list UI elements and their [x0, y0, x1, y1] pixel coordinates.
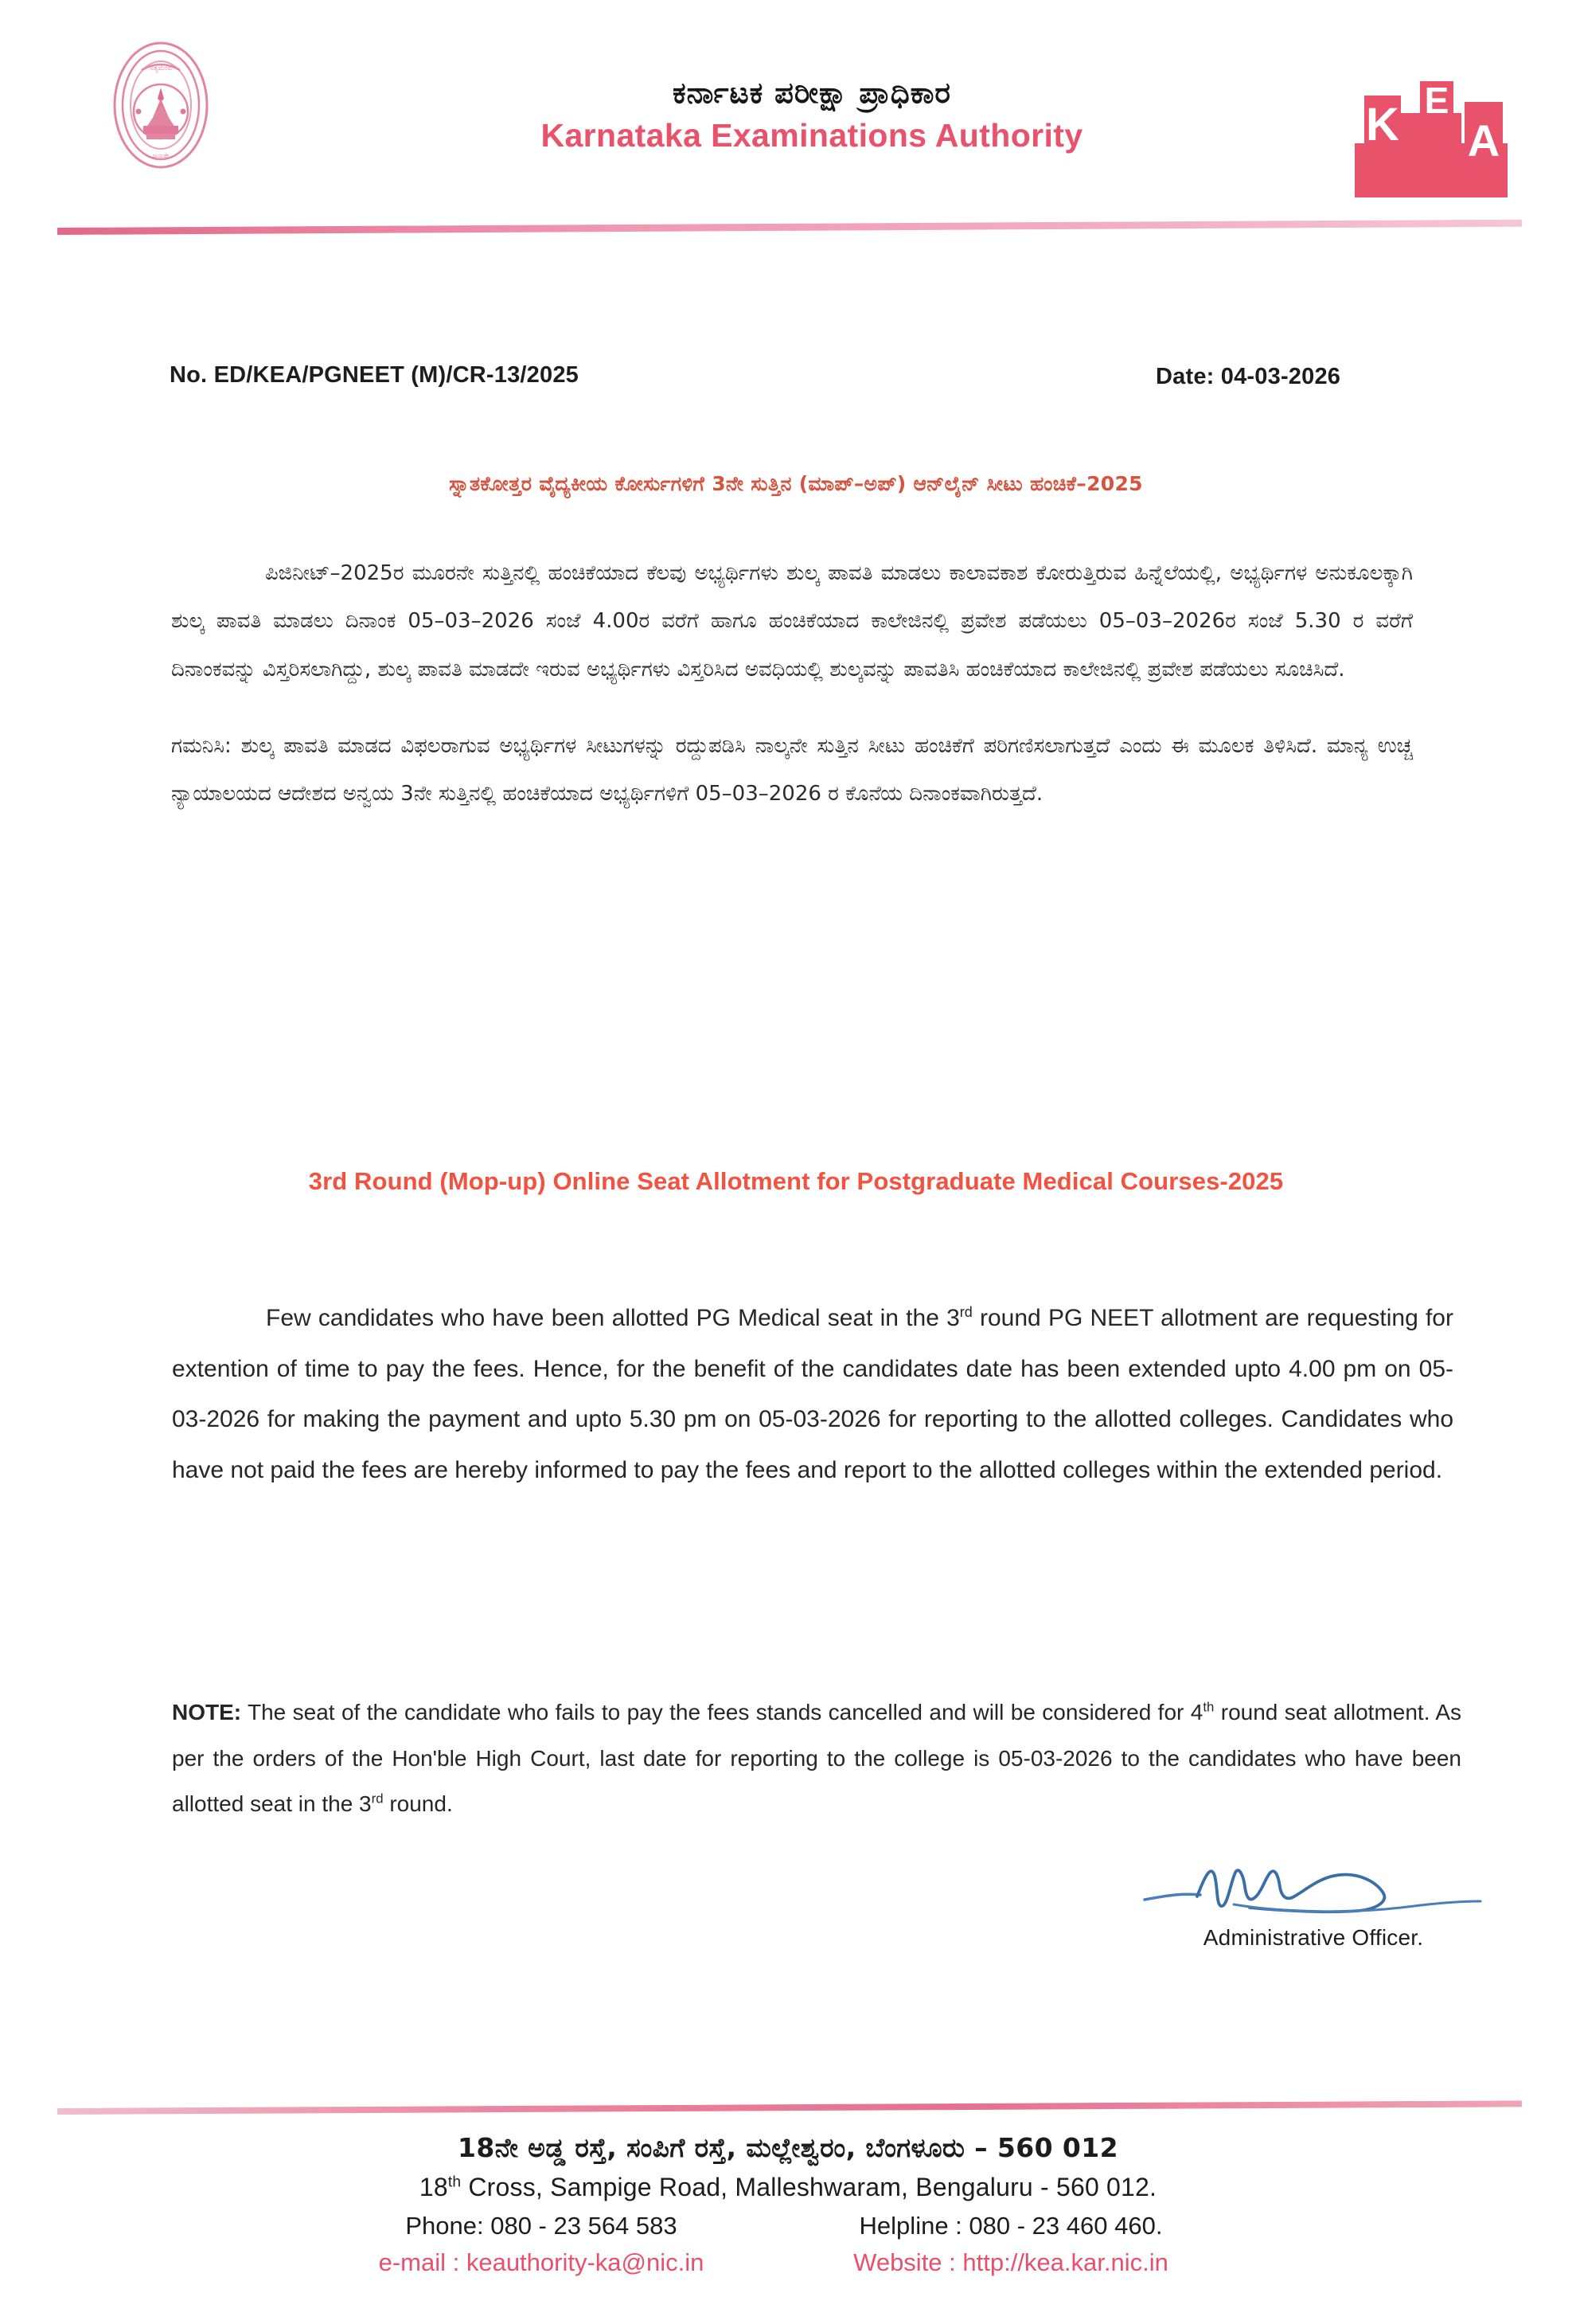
footer-address-ordinal: th: [447, 2173, 462, 2190]
footer-address-number: 18: [419, 2172, 448, 2201]
english-paragraph-1: [172, 1293, 1453, 1495]
english-note-block: [172, 1689, 1461, 1827]
note-ordinal-1: th: [1203, 1699, 1215, 1715]
karnataka-government-emblem-icon: [94, 38, 228, 172]
kannada-note-label: ಗಮನಿಸಿ:: [171, 733, 232, 758]
signature-block: [1114, 1855, 1512, 1951]
note-part2: round seat allotment. As per the orders of the Hon'ble High Court, last date for reporting to the college is 05-03-2026 to the candidates who have been allotted seat in the 3: [172, 1700, 1461, 1817]
footer-address-rest: Cross, Sampige Road, Malleshwaram, Bengaluru - 560 012.: [461, 2172, 1157, 2201]
footer-address-english: [0, 2173, 1576, 2202]
kea-logo-icon: [1353, 67, 1509, 202]
reference-number: No. ED/KEA/PGNEET (M)/CR-13/2025: [170, 362, 579, 388]
footer-email[interactable]: e-mail : keauthority-ka@nic.in: [378, 2248, 704, 2276]
english-para-part2: round PG NEET allotment are requesting for extention of time to pay the fees. Hence, for the benefit of the candidates date has been extended upto 4.00 pm on 05-03-2026 for making the payment and upto 5.30 pm on 05-03-2026 for reporting to the allotted colleges. Candidates who have not paid the fees are hereby informed to pay the fees and report to the allotted colleges within the extended period.: [172, 1305, 1453, 1483]
footer-helpline: Helpline : 080 - 23 460 460.: [859, 2211, 1163, 2240]
note-label: NOTE:: [172, 1700, 242, 1724]
kannada-subject-title: ಸ್ನಾತಕೋತ್ತರ ವೈದ್ಯಕೀಯ ಕೋರ್ಸುಗಳಿಗೆ 3ನೇ ಸುತ್ತಿನ (ಮಾಪ್‌–ಅಪ್‌) ಆನ್‌ಲೈನ್‌ ಸೀಟು ಹಂಚಿಕೆ–2025: [449, 472, 1143, 495]
reference-row: [0, 362, 1576, 402]
svg-text:ಜಯತೇ: ಜಯತೇ: [152, 152, 170, 159]
svg-text:E: E: [1424, 80, 1449, 121]
english-body: [172, 1293, 1453, 1495]
english-note-paragraph: [172, 1689, 1461, 1827]
letterhead: [0, 0, 1576, 239]
footer-phone: Phone: 080 - 23 564 583: [405, 2211, 677, 2240]
kannada-note-text: ಶುಲ್ಕ ಪಾವತಿ ಮಾಡದ ವಿಫಲರಾಗುವ ಅಭ್ಯರ್ಥಿಗಳ ಸೀಟುಗಳನ್ನು ರದ್ದುಪಡಿಸಿ ನಾಲ್ಕನೇ ಸುತ್ತಿನ ಸೀಟು ಹಂಚಿಕೆಗೆ ಪರಿಗಣಿಸಲಾಗುತ್ತದೆ ಎಂದು ಈ ಮೂಲಕ ತಿಳಿಸಿದೆ. ಮಾನ್ಯ ಉಚ್ಚ ನ್ಯಾಯಾಲಯದ ಆದೇಶದ ಅನ್ವಯ 3ನೇ ಸುತ್ತಿನಲ್ಲಿ ಹಂಚಿಕೆಯಾದ ಅಭ್ಯರ್ಥಿಗಳಿಗೆ 05–03–2026 ರ ಕೊನೆಯ ದಿನಾಂಕವಾಗಿರುತ್ತದೆ.: [171, 733, 1414, 807]
letterhead-titles: [342, 76, 1281, 154]
svg-text:ಸತ್ಯಮೇವ: ಸತ್ಯಮೇವ: [149, 64, 173, 72]
kannada-paragraph-1: ಪಿಜಿನೀಟ್‌–2025ರ ಮೂರನೇ ಸುತ್ತಿನಲ್ಲಿ ಹಂಚಿಕೆಯಾದ ಕೆಲವು ಅಭ್ಯರ್ಥಿಗಳು ಶುಲ್ಕ ಪಾವತಿ ಮಾಡಲು ಕಾಲಾವಕಾಶ ಕೋರುತ್ತಿರುವ ಹಿನ್ನೆಲೆಯಲ್ಲಿ, ಅಭ್ಯರ್ಥಿಗಳ ಅನುಕೂಲಕ್ಕಾಗಿ ಶುಲ್ಕ ಪಾವತಿ ಮಾಡಲು ದಿನಾಂಕ 05–03–2026 ಸಂಜೆ 4.00ರ ವರೆಗೆ ಹಾಗೂ ಹಂಚಿಕೆಯಾದ ಕಾಲೇಜಿನಲ್ಲಿ ಪ್ರವೇಶ ಪಡೆಯಲು 05–03–2026ರ ಸಂಜೆ 5.30 ರ ವರೆಗೆ ದಿನಾಂಕವನ್ನು ವಿಸ್ತರಿಸಲಾಗಿದ್ದು, ಶುಲ್ಕ ಪಾವತಿ ಮಾಡದೇ ಇರುವ ಅಭ್ಯರ್ಥಿಗಳು ವಿಸ್ತರಿಸಿದ ಅವಧಿಯಲ್ಲಿ ಶುಲ್ಕವನ್ನು ಪಾವತಿಸಿ ಹಂಚಿಕೆಯಾದ ಕಾಲೇಜಿನಲ್ಲಿ ಪ್ರವೇಶ ಪಡೆಯಲು ಸೂಚಿಸಿದೆ.: [171, 561, 1413, 682]
handwritten-signature-icon: [1114, 1855, 1512, 1924]
svg-text:K: K: [1366, 99, 1399, 150]
authority-name-kannada: ಕರ್ನಾಟಕ ಪರೀಕ್ಷಾ ಪ್ರಾಧಿಕಾರ: [673, 76, 951, 110]
note-ordinal-2: rd: [371, 1791, 384, 1807]
footer-contact-row: [0, 2212, 1576, 2240]
english-para-part1: Few candidates who have been allotted PG Medical seat in the 3: [266, 1305, 960, 1331]
header-divider: [57, 220, 1522, 235]
english-para-ordinal-1: rd: [959, 1304, 973, 1320]
footer-address-kannada: 18ನೇ ಅಡ್ಡ ರಸ್ತೆ, ಸಂಪಿಗೆ ರಸ್ತೆ, ಮಲ್ಲೇಶ್ವರಂ, ಬೆಂಗಳೂರು – 560 012: [458, 2132, 1118, 2163]
signatory-designation: Administrative Officer.: [1203, 1925, 1424, 1950]
kannada-body: [171, 549, 1413, 847]
footer: [0, 2131, 1576, 2277]
english-subject-heading: 3rd Round (Mop-up) Online Seat Allotment for Postgraduate Medical Courses-2025: [308, 1167, 1284, 1195]
note-part1: The seat of the candidate who fails to pay the fees stands cancelled and will be considered for 4: [241, 1700, 1203, 1724]
authority-name-english: Karnataka Examinations Authority: [540, 117, 1083, 154]
footer-divider: [57, 2100, 1522, 2115]
kannada-paragraph-2: [171, 722, 1413, 818]
footer-web-row: [0, 2248, 1576, 2277]
svg-text:A: A: [1467, 115, 1500, 166]
footer-website[interactable]: Website : http://kea.kar.nic.in: [853, 2248, 1168, 2276]
note-part3: round.: [383, 1791, 453, 1817]
reference-date: Date: 04-03-2026: [1156, 364, 1341, 389]
